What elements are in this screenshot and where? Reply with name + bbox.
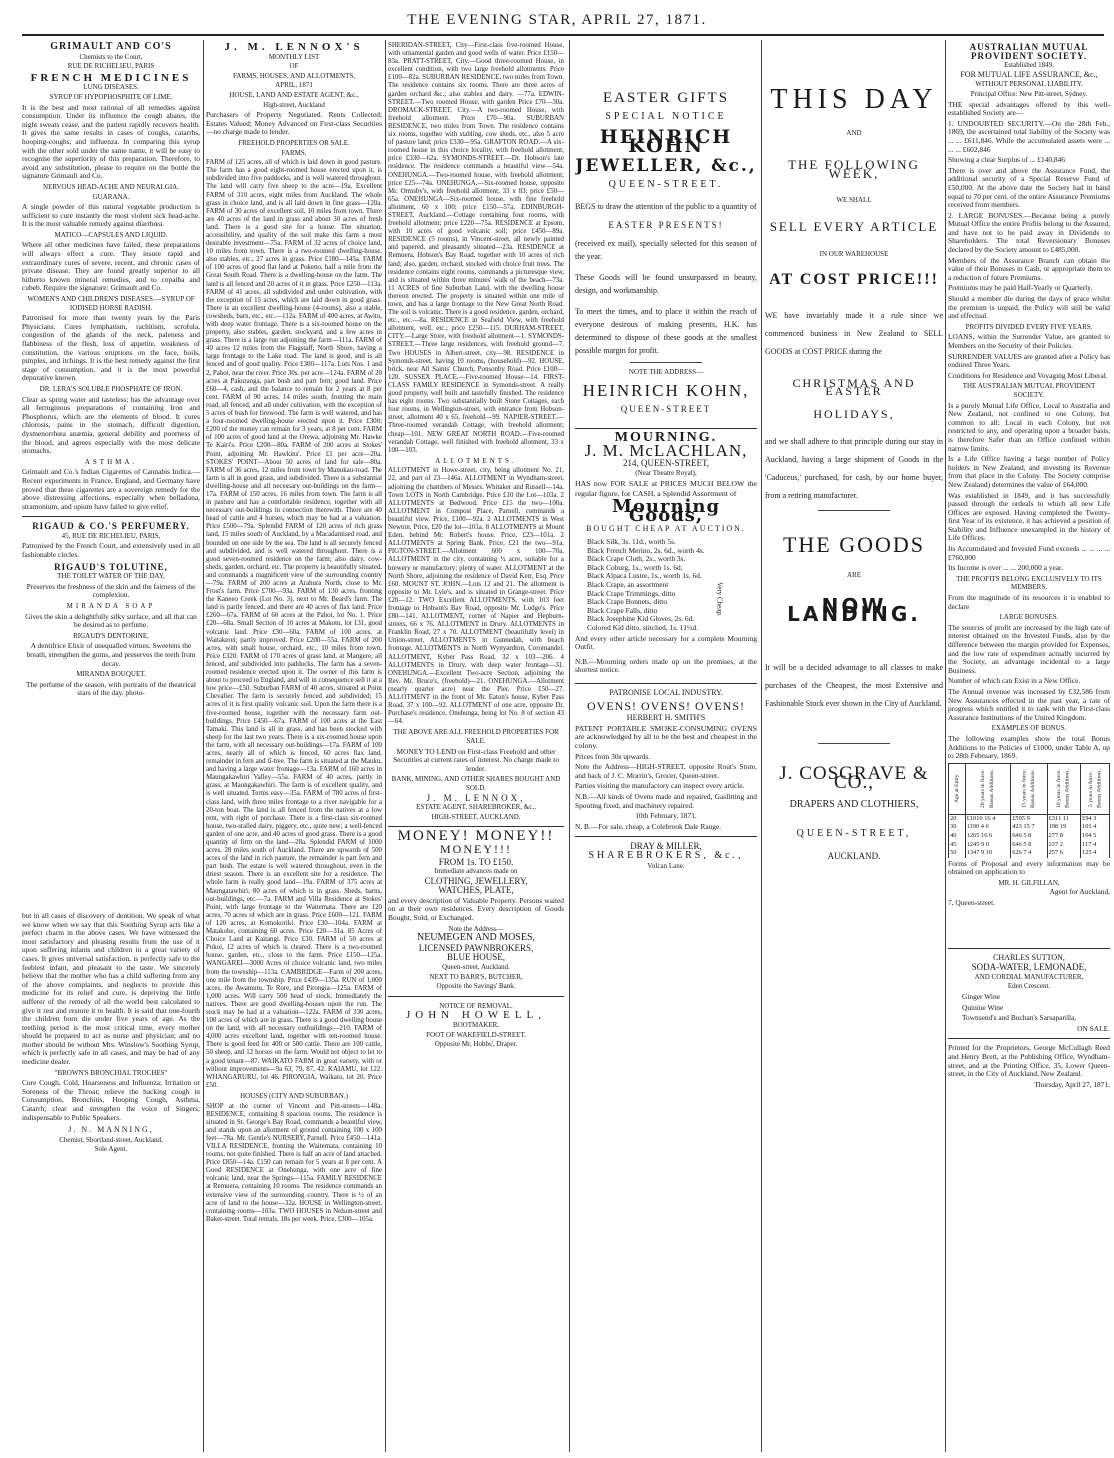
column-divider: [945, 40, 946, 1452]
ginger-wine: Ginger Wine: [962, 992, 1000, 1002]
matico-text: Where all other medicines have failed, these preparations will always effect a cure. They insure rapid and extraordinary cures of severe, recent, and chronic cases of private disease. They are found greatly superior to all hitherto known mineral remedies, and to copaiba and cubeb. Require the signature: Grimault and Co.: [22, 240, 200, 293]
divider: [575, 683, 757, 684]
sell-every-article: SELL EVERY ARTICLE: [769, 218, 939, 234]
lennox-signature: J. M. LENNOX,: [426, 792, 526, 803]
column-5: [765, 40, 943, 1450]
principal-office: Principal Office: New Pitt-street, Sydney.: [970, 89, 1088, 98]
drapers: DRAPERS AND CLOTHIERS,: [789, 799, 919, 811]
large-bonuses: 2. LARGE BONUSES.—Because being a purely Mutual Office the entire Profits belong to the Assured, and have not to be paid away in Dividends to Shareholders. The total Reversionary Bonuses declared by the Society amount to £485,000.: [948, 210, 1110, 255]
holidays: HOLIDAYS,: [813, 406, 895, 421]
farms-heading: FARMS.: [281, 148, 307, 157]
table-cell: 50: [949, 849, 966, 858]
table-cell: 257 6: [1047, 849, 1080, 858]
on-sale: ON SALE.: [1077, 1023, 1110, 1033]
removal-heading: NOTICE OF REMOVAL.: [439, 1001, 513, 1010]
mclachlan: J. M. McLACHLAN,: [584, 440, 748, 460]
table-cell: 101 4: [1081, 823, 1110, 832]
table-cell: £595 9: [1011, 814, 1047, 823]
mourning-items: [587, 538, 757, 633]
table-cell: 626 7 4: [1011, 849, 1047, 858]
blue-house: BLUE HOUSE,: [447, 952, 505, 963]
table-cell: £94 3: [1081, 814, 1110, 823]
soda-water: SODA-WATER, LEMONADE,: [971, 962, 1087, 973]
bought-cheap: BOUGHT CHEAP AT AUCTION.: [586, 523, 746, 533]
warehouse: IN OUR WAREHOUSE: [819, 249, 889, 258]
mclachlan-near: (Near Theatre Royal),: [635, 468, 697, 477]
queen-auckland: Queen-street, Auckland.: [442, 963, 510, 972]
table-cell: 117 4: [1081, 841, 1110, 850]
rigaud-address: 45, RUE DE RICHELIEU, PARIS,: [61, 531, 161, 540]
manning-name: J. N. MANNING,: [68, 1125, 154, 1135]
syrup-text: It is the best and most rational of all remedies against consumption. Under its influence the cough abates, the night sweats cease, and the patient rapidly recovers health. It gives the same results in cases of coughs, catarrhs, hooping-coughs, and influenza. In comparing this syrup with the other sold under the same name, it will be easy to recognise the superiority of this preparation. Therefore, to avoid any substitution, please to require on the bottle the signature Grimault and Co.: [22, 102, 200, 181]
table-cell: 277 8: [1047, 832, 1080, 841]
manning-address: Chemist, Shortland-street, Auckland,: [59, 1135, 163, 1144]
nb-range: N. B.—For sale, cheap, a Colebrook Dale Range.: [575, 821, 722, 831]
table-cell: 1265 16 6: [965, 832, 1011, 841]
guarana-text: A single powder of this natural vegetable production is sufficient to cure instantly the most violent sick head-ache. It is the most valuable remedy against diarrhœa.: [22, 202, 200, 229]
masthead-rule: [22, 34, 1104, 36]
matico-heading: MATICO—CAPSULES AND LIQUID.: [54, 230, 168, 239]
table-header-cell: 20 years in force. Bonus Additions.: [965, 763, 1011, 814]
very-cheap-bracket: Very Cheap.: [715, 582, 724, 617]
opposite-hobbs: Opposite Mr. Hobbs', Draper.: [434, 1040, 518, 1049]
established: Established 1849.: [1004, 61, 1054, 70]
mclachlan-address: 214, QUEEN-STREET,: [622, 458, 710, 469]
list-item: Colored Kid ditto, stitched, 1s. 11½d.: [587, 623, 698, 633]
neumegen: NEUMEGEN AND MOSES,: [416, 932, 536, 944]
this-day: THIS DAY: [770, 84, 938, 115]
lera-heading: DR. LERA'S SOLUBLE PHOSPHATE OF IRON.: [39, 384, 183, 393]
table-row: [949, 814, 1110, 823]
easter-gifts: EASTER GIFTS: [602, 90, 730, 106]
divider: [630, 362, 703, 363]
auckland: AUCKLAND.: [827, 851, 881, 862]
table-cell: £311 11: [1047, 814, 1080, 823]
table-row: [949, 841, 1110, 850]
money-sub: MONEY!!!: [440, 841, 512, 856]
without-liability: WITHOUT PERSONAL LIABILITY.: [975, 80, 1083, 89]
easter-presents: EASTER PRESENTS!: [608, 219, 724, 230]
kohn-text1: BEGS to draw the attention of the public to a quantity of: [575, 201, 757, 211]
dentorine-heading: RIGAUD'S DENTORINE,: [73, 631, 149, 640]
tolutine-heading: RIGAUD'S TOLUTINE,: [54, 561, 168, 572]
grimault-address: RUE DE RICHELIEU, PARIS: [67, 62, 155, 71]
list-item: Black French Merino, 2s. 6d., worth 4s.: [587, 545, 705, 555]
bonus-table: [948, 763, 1110, 858]
howell: JOHN HOWELL,: [405, 1009, 547, 1022]
french-medicines-heading: FRENCH MEDICINES: [30, 71, 192, 84]
surrender: SURRENDER VALUES are granted after a Policy has endured Three Years.: [948, 351, 1110, 370]
annual: The Annual revenue was increased by £32,586 from New Assurances effected in the past year, a rate of progress which entitled it to rank with the First-class Assurance Institutions of the United Kingdom.: [948, 686, 1110, 722]
table-cell: 198 19: [1047, 823, 1080, 832]
the-goods: THE GOODS: [782, 531, 926, 557]
table-cell: 646 5 8: [1011, 832, 1047, 841]
amp-text1: THE special advantages offered by this well-established Society are—: [948, 99, 1110, 118]
lennox-name: J. M. LENNOX'S: [224, 41, 364, 53]
divider: [575, 836, 757, 837]
mourning-heading: MOURNING.: [614, 429, 718, 445]
street: High-street, Auckland: [263, 100, 325, 109]
asthma-heading: ASTHMA.: [84, 457, 138, 466]
are: ARE: [847, 571, 861, 580]
column-3: [388, 40, 564, 1450]
magnitude: From the magnitude of its resources it is enabled to declare: [948, 593, 1110, 611]
table-header-cell: Age at Entry.: [949, 763, 966, 814]
lera-text: Clear as spring water and tasteless; has the advantage over all ferruginous preparations of containing Iron and Phosphorus, which are the elements of blood. It cures chlorosis, pains in the stomach, difficult digestion, dysmenorrhœa anæmia, general debility and poorness of the blood, and agrees especially with the most delicate stomachs.: [22, 394, 200, 456]
amp-text3: Members of the Assurance Branch can obtain the value of their Bonuses in Cash, or appropriate them to a reduction of future Premiums.: [948, 255, 1110, 282]
sources: The sources of profit are increased by the high rate of interest obtained on the Invested Funds, also by the difference between the margin provided for Expenses, and the low rate of expenditure actually incurred by the Society, an advantage incidental to a large Business.: [948, 622, 1110, 675]
divider: [948, 1038, 1110, 1039]
clothing: CLOTHING, JEWELLERY,: [424, 875, 528, 886]
divider: [818, 510, 889, 511]
text1: WE have invariably made it a rule since we commenced business in New Zealand to SELL GOODS at COST PRICE during the: [765, 310, 943, 356]
valuable: and every description of Valuable Property. Persons waited on at their own residences. Every description of Goods Bought, Sold, or Exchanged.: [388, 895, 564, 923]
patent: PATENT PORTABLE SMOKE-CONSUMING OVENS are acknowledged by all to be the best and cheapest in the colony.: [575, 723, 757, 750]
freehold-heading: FREEHOLD PROPERTIES OR SALE.: [238, 138, 350, 147]
grimault-title: GRIMAULT AND CO'S: [50, 41, 172, 52]
nervous-heading: NERVOUS HEAD-ACHE AND NEURALGIA.: [43, 182, 179, 191]
smith-address: Note the Address—HIGH-STREET, opposite Rout's Store, and back of J. C. Morrin's, Grocer, Queen-street.: [575, 762, 757, 780]
income: Its Income is over ... ... 200,000 a year.: [948, 563, 1063, 573]
list-item: Black Crape Cloth, 2s., worth 3s.: [587, 554, 686, 564]
houses-list: SHERIDAN-STREET, City—First-class five-roomed House, with ornamental garden and good wells of water. Price £150—83a. PRATT-STREET, City.—Good three-roomed House, in excellent condition, with two large freehold allotments. Price £100—82a. SUBURBAN RESIDENCE, two miles from Town. The residence contains six rooms. There are three acres of garden orchard &c.; also stables and dairy. —77a. EDWIN-STREET.—Two roomed House, with garden Price £70—30a. DROMACK-STREET, City.—A two-roomed House, with freehold allotment. Price £70—90a. SUBURBAN RESIDENCE, two miles from Town. The residence contains six rooms, together with stabling, cow sheds, etc., also 5 acre of pasture land; price £330—95a. GRAFTON ROAD.—A six-roomed house in this choice locality, with freehold allotment; price £330—62a. SYMONDS-STREET.—Dr. Hobson's late residence. The residence commands a beautiful view—54a. ONEHUNGA.—Two-roomed house, with freehold allotment; price £25—74a. ONEHUNGA.—Six-roomed house, opposite Mr. Ormsby's, with freehold allotment, 33 x 83; price £50—65a. ONEHUNGA—Six-roomed house, with fine freehold allotment, 60 x 100; price £150—57a. EDINBURGH-STREET, Auckland.—Cottage containing four rooms, with freehold allotment; price £220—75a. RESIDENCE at Epsom, with 10 acres of good volcanic soil; price £450—89a. RESIDENCE (5 rooms), in Vincent-street, all newly painted and papered, and pleasantly situated—23a. RESIDENCE at Remuera, Hobson's Bay Road, together with 10 acres of rich land; also, garden, orchard, stocked with choice fruit trees. The residence contains eight rooms, commands a picturesque view, and is situated within three minutes' walk of the beach—73a. 11 ACRES of fine Suburban Land, with the dwelling house thereon erected. The property is situated within one mile of town, and has a large frontage to the New Great North Road. The soil is volcanic. There is a good residence, garden, orchard, etc., etc.—8a. RESIDENCE in Seafield View, with freehold allotment, well, etc.; price £250—115. DURHAM-STREET, CITY.—Large Store, with freehold allotment—1. SYMONDS-STREET.—Three large residences, with freehold ground—7. Two HOUSES in Albert-street, city—98. RESIDENCE in Symonds-street, having 10 rooms, (household)—92. HOUSE, brick, near All Saints' Church, Ponsonby Road. Price £100—120. SUSSEX PLACE.—Five-roomed House—14. FIRST-CLASS FAMILY RESIDENCE in Symonds-street. A really good property, well built and tastefully finished. The residence has eight rooms. Two substantially built Stone Cottages, each four rooms, in Wellington-street, with entrance from Hobson-street, allotment 40 x 65, freehold—99. NAPIER-STREET.—Three-roomed verandah Cottage, with freehold allotment; cheap—101. NEW GREAT NORTH ROAD.—Five-roomed verandah Cottage, well finished with freehold allotment, 33 x 100—103.: [388, 42, 564, 454]
faded-region: [22, 700, 200, 910]
table-cell: 20: [949, 814, 966, 823]
money-range: FROM 1s. TO £150.: [438, 856, 514, 867]
table-cell: 1245 9 0: [965, 841, 1011, 850]
mourning-goods: Mourning Goods,: [611, 496, 721, 526]
kohn-text2: (received ex mail), specially selected for this season of the year.: [575, 239, 757, 262]
nb-mourning: N.B.—Mourning orders made up on the premises, at the shortest notice.: [575, 656, 757, 675]
special-notice: SPECIAL NOTICE: [605, 110, 727, 122]
women-heading: WOMEN'S AND CHILDREN'S DISEASES.—SYRUP OF IODISED HORSE RADISH.: [27, 295, 195, 312]
now-landing: NOW LANDING.: [787, 593, 921, 627]
text3: It will be a decided advantage to all classes to make purchases of the Cheapest, the most Extensive and Fashionable Stock ever shown in the City of Auckland.: [765, 662, 943, 708]
table-cell: 423 15 7: [1011, 823, 1047, 832]
brown-text: Cure Cough, Cold, Hoarseness and Influenza; Irritation or Soreness of the Throat; relieve the hacking cough in Consumption, Bronchitis, Hooping Cough, Asthma, Catarrh; clear and strengthen the voice of Singers; indispensable to Public Speakers.: [22, 1078, 200, 1122]
profits-heading: PROFITS DIVIDED EVERY FIVE YEARS.: [965, 322, 1093, 331]
masthead: [0, 0, 1114, 36]
tolutine-text: Preserves the freshness of the skin and the fairness of the complexion.: [26, 581, 196, 600]
amp-text8: Was established in 1849, and it has successfully passed through the ordeals to which all new Life Offices are exposed. Having completed the Twenty-first Year of its existence, it has achieved a position of Stability and Influence unexampled in the history of Life Offices.: [948, 490, 1110, 543]
asthma-text: Grimault and Co.'s Indian Cigarettes of Cannabis Indica.—Recent experiments in France, England, and Germany have proved that these cigarettes are a sovereign remedy for the above distressing affections, especially when belladona, stramonium, and opium have failed to give relief.: [22, 467, 200, 511]
monthly-list: MONTHLY LIST: [268, 52, 320, 61]
syrup-heading: SYRUP OF HYPOPHOSPHITE OF LIME.: [49, 92, 173, 101]
women-text: Patronised for more than twenty years by the Paris Physicians. Cures lymphatism, rachitism, scrofula, congestion of the glands of the neck, paleness and flabbiness of the flesh, loss of appetite, weakness of constitution, the various eruptions on the face, boils, pimples, and itchings. It is the best remedy against the first stage of consumption, and it is the most powerful depurative known.: [22, 313, 200, 383]
undoubted-security: 1. UNDOUBTED SECURITY.—On the 28th Feb., 1869, the ascertained total liability of the Society was ... ... £611,846. While the accumulated assets were ... ... ... £602,846: [948, 118, 1110, 154]
prices: Prices from 30s upwards.: [575, 751, 651, 761]
agent-name: MR. H. GILFILLAN,: [998, 878, 1060, 887]
list-item: Black Silk, 3s. 11d., worth 5s.: [587, 537, 676, 547]
large-bonuses-heading: LARGE BONUSES.: [999, 613, 1059, 622]
table-row: [949, 832, 1110, 841]
grimault-sub: Chemists to the Court,: [79, 52, 143, 61]
cosgrave: J. COSGRAVE & CO.,: [779, 762, 929, 793]
divider: [388, 826, 564, 827]
conditions: Conditions for Residence and Voyaging Most Liberal.: [948, 370, 1108, 380]
heinrich-kohn: HEINRICH KOHN: [599, 126, 733, 157]
heinrich-kohn-2: HEINRICH KOHN,: [582, 380, 750, 400]
manning-role: Sole Agent.: [94, 1145, 128, 1154]
profits-belong: THE PROFITS BELONG EXCLUSIVELY TO ITS MEMBERS.: [956, 574, 1102, 592]
brown-heading: "BROWN'S BRONCHIAL TROCHES": [54, 1068, 168, 1077]
money-note: MONEY TO LEND on First-class Freehold and other Securities at current rates of interest. No charge made to lender.: [392, 746, 560, 773]
table-cell: 45: [949, 841, 966, 850]
parties: Parties visiting the manufactory can inspect every article.: [575, 781, 745, 791]
amp-title: AUSTRALIAN MUTUAL PROVIDENT SOCIETY.: [969, 42, 1089, 61]
queen-street-2: QUEEN-STREET: [620, 404, 712, 415]
allotments-list: ALLOTMENT in Howe-street, city, being allotment No. 21, 22, and part of 23—146a. ALLOTMENT in Wyndham-street, adjoining the chambers of Messrs. Whitaker and Russell—14a. Town LOTS in North Cambridge. Price £10 the Lot—103a. 2 ALLOTMENTS at Bedwood. Price £15 the two—100a. ALLOTMENT in Compost Place, Parnell, commands a beautiful view. Price, £100—92a. 2 ALLOTMENTS in West Newton. Price, £20 the lot—101a. 8 ALLOTMENTS at Mount Eden, behind Mr. Robert's house. Price, £23—101a. 2 ALLOTMENTS at Spring Bank. Price, £21 the two—91a. PIGTON-STREET.—Allotment 600 x 100—70a. ALLOTMENT in the city, containing ½ acre, suitable for a brewery or manufactory; plenty of water. ALLOTMENT at the North Shore, adjoining the residence of David Kerr, Esq. Price £60. MOUNT ST. JOHN.—Lots 12 and 21. The allotment is opposite to Mr. Lyle's, and is situated in Grange-street. Price £20—12. TWO Excellent ALLOTMENTS, with 103 feet frontage to Hobson's Bay Road, opposite Mr. Lodge's. Price £80—141. ALLOTMENT, corner of Napier and Hepburn-streets, 66 x 76. ALLOTMENT in Drury. ALLOTMENTS in Franklin Road, 27 x 70. ALLOTMENT (beautifully level) in Union-street. ALLOTMENTS in Gunnedah, with beach frontage. ALLOTMENTS in North Wynyardton, Coromandel. ALLOTMENT, Kyber Pass Road, 32 x 103—206. 4 ALLOTMENTS in Drury, with deep water frontage—31. ONEHUNGA.—Excellent Two-acre Section, adjoining the Rev. Mr. Bruce's, (freehold)—21. ONEHUNGA.—Allotment (nearly quarter acre) near the Pier. Price £50—27. ALLOTMENT in the front of Mr. Eaton's house, Kyber Pass Road, 37 x 100—92. ALLOTMENT of one acre, opposite Dr. Purchase's residence, Onehunga, being lot No. 8 of section 43—64.: [388, 467, 564, 726]
table-header-cell: 15 years in force. Bonus Additions.: [1011, 763, 1047, 814]
jeweller: JEWELLER, &c.,: [575, 156, 757, 177]
queen-street: QUEEN-STREET,: [796, 827, 912, 839]
amp-heading-2: THE AUSTRALIAN MUTUAL PROVIDENT SOCIETY.: [962, 382, 1096, 399]
column-2: [206, 40, 382, 1450]
table-cell: 104 5: [1081, 832, 1110, 841]
guarana-heading: GUARANA.: [92, 192, 130, 201]
list-item: Black Alpaca Lustre, 1s., worth 1s. 6d.: [587, 571, 702, 581]
patronise: PATRONISE LOCAL INDUSTRY.: [609, 688, 723, 697]
christmas-easter: CHRISTMAS AND EASTER: [792, 375, 916, 399]
accumulated: Its Accumulated and Invested Fund exceeds ... ... ... ... £760,000: [948, 544, 1110, 562]
watches: WATCHES, PLATE,: [438, 885, 514, 896]
bank-note: BANK, MINING, AND OTHER SHARES BOUGHT AND SOLD.: [391, 775, 561, 792]
cordial: AND CORDIAL MANUFACTURER,: [974, 972, 1084, 981]
quinine-wine: Quinine Wine: [962, 1002, 1004, 1012]
amp-text4: Premiums may be paid Half-Yearly or Quarterly.: [948, 283, 1093, 293]
list-items: FARMS, HOUSES, AND ALLOTMENTS,: [233, 71, 355, 80]
agent: HOUSE, LAND AND ESTATE AGENT, &c.,: [229, 90, 359, 99]
column-1: [22, 40, 200, 1450]
vulcan-lane: Vulcan Lane.: [647, 861, 685, 870]
list-item: Black Crape Bonnets, ditto: [587, 597, 668, 607]
amp-text7: Is a Life Office having a large number of Policy holders in New Zealand, and investing its Revenue from that place in the Colony. The Society comprise New Zealand) determines the value of £64,000.: [948, 454, 1110, 489]
miranda-heading: MIRANDA SOAP: [66, 602, 156, 611]
ovens-date: 10th February, 1871.: [635, 811, 697, 821]
for-mutual: FOR MUTUAL LIFE ASSURANCE, &c.,: [960, 69, 1098, 79]
thursday-date: Thursday, April 27, 1871.: [1034, 1079, 1110, 1089]
divider: [818, 743, 889, 744]
divider: [575, 428, 757, 429]
money-heading: MONEY! MONEY!!: [397, 828, 555, 845]
sutton: CHARLES SUTTON,: [993, 952, 1065, 962]
nb-ovens: N.B.—All kinds of Ovens made and repaired, Gasfitting and Spouting fixed, and machinery repaired.: [575, 791, 757, 810]
table-cell: 646 5 8: [1011, 841, 1047, 850]
list-item: Black Coburg, 1s., worth 1s. 6d.: [587, 562, 683, 572]
number: Number of which can Exist in a New Office.: [948, 676, 1081, 686]
dray-miller: DRAY & MILLER,: [630, 841, 702, 852]
address-note: Note the Address—: [448, 924, 504, 933]
kohn-text3: These Goods will be found unsurpassed in beauty, design, and workmanship.: [575, 273, 757, 296]
kohn-text4: To meet the times, and to place it within the reach of everyone desirous of making presents, H.K. has determined to dispose of these goods at the smallest possible margin for profit.: [575, 307, 757, 356]
column-6: [948, 40, 1110, 1450]
table-cell: £1010 16 4: [965, 814, 1011, 823]
rigaud-heading: RIGAUD & CO.'S PERFUMERY.: [32, 521, 190, 532]
amp-text5: Should a member die during the days of grace whilst the premium is unpaid, the Policy will still be valid and effectual.: [948, 294, 1110, 321]
townsend: Townsend's and Buchan's Sarsaparilla,: [962, 1013, 1077, 1023]
mclachlan-text: HAS now FOR SALE at PRICES MUCH BELOW the regular figure, for CASH, a Splendid Assortment of: [575, 479, 757, 499]
list-item: Black Josephine Kid Gloves, 2s. 6d.: [587, 614, 695, 624]
houses-heading: HOUSES (CITY AND SUBURBAN.): [240, 1091, 348, 1100]
table-header-cell: 10 years in force. Bonus Additions.: [1047, 763, 1080, 814]
table-cell: 1190 4 6: [965, 823, 1011, 832]
examples-text: The following examples show the total Bonus Additions to the Policies of £1000, under Table A, up to 28th February, 1869.: [948, 733, 1110, 761]
pawnbrokers: LICENSED PAWNBROKERS,: [418, 942, 534, 953]
table-cell: 125 4: [1081, 849, 1110, 858]
table-header-cell: 5 years in force. Bonus Additions.: [1081, 763, 1110, 814]
advances: Immediate advances made on: [434, 867, 518, 876]
table-row: [949, 823, 1110, 832]
eden-crescent: Eden Crescent.: [1007, 982, 1051, 991]
and: AND: [846, 128, 862, 137]
table-cell: 40: [949, 832, 966, 841]
column-divider: [203, 40, 204, 1452]
every-other: And every other article necessary for a complete Mourning Outfit.: [575, 633, 757, 652]
ovens: OVENS! OVENS! OVENS!: [587, 698, 745, 713]
dentorine-text: A dentifrice Elixir of unequalled virtues. Sweetens the breath, strengthen the gums, and preserves the teeth from decay.: [26, 641, 196, 668]
forms: Forms of Proposal and every information may be obtained on application to: [948, 858, 1110, 877]
agent-address: 7, Queen-street.: [948, 898, 995, 908]
queen-street: QUEEN-STREET.: [608, 178, 724, 190]
loans: LOANS, within the Surrender Value, are granted to Members on the Security of their Policies.: [948, 332, 1110, 350]
amp-text2: There is over and above the Assurance Fund, the additional security of a Special Reserve Fund of £50,000. At the above date the Society had in hand equal to 70 per cent. of the entire Assurance Premiums received from members.: [948, 165, 1110, 210]
table-cell: 1347 9 10: [965, 849, 1011, 858]
bootmaker: BOOTMAKER,: [452, 1021, 500, 1029]
divider: [388, 996, 564, 997]
farms-text: FARM of 125 acres, all of which is laid down in good pasture. The farm has a good eight-roomed house erected upon it, is subdivided into five paddocks, and is well watered throughout. The land will carry five sheep to the acre—19a. Excellent FARM of 310 acres, eight miles from Auckland. The whole grass in choice land, and is all laid down in fine grass—120a. FARM of 30 acres of excellent soil, 10 miles from town. There are 40 acres of the land in grass and about 30 acres of fresh land. There is a good site for a house. The situation, accessibility, and quality of the soil make this farm a most desirable investment—75a. FARM of 32 acres of choice land, 10 miles from town. There is a two-roomed dwelling-house, also stables, etc., 27 acres in grass. Price £180—145a. FARM of 100 acres of good flat land at Pokeno, half a mile from the Great South Road. There is a dwelling-house on the farm. The land is all fenced and 20 acres of it in grass. Price £250—113a. FARM of 41 acres, all subdivided and under cultivation, with the exception of 15 acres, which are laid down in good grass. There is an excellent dwelling-house (4-rooms), also a stable, cowsheds, barn, etc., etc.—112a. FARM of 400 acres, at Awitu, with deep water frontage. There is a six-roomed house on the property, also stables, garden, stockyard, and a few acres in grass. There is a large run adjoining the farm—111a. FARM of 40 acres 12 miles from the Flagstaff, North Shore, having a large frontage to the Lake road. The land is good, and is all fenced and of good quality. Price £300—117a. Lots Nos. 1 and 2, Pahoi, near the river. Price 30s. per acre—124a. FARM of 20 acres at Pakuranga, part bush and part fern; good land. Price £60—4, cash, and the balance to remain for 2 years at 8 per cent. FARM of 90 acres, 14 miles south, fronting the main road, all fenced, and all under cultivation, with the exception of 5 acres of bush for firewood. The farm is well watered, and has a four-roomed dwelling-house erected upon it. Price £300; £200 of the money can remain for 3 years, at 8 per cent. FARM of 100 acres of good land at the Orewa, adjoining Mr. Hawke Te Kairi's. Price £200—80a. FARM of 200 acres at Stokes' Point, adjoining Mr. Hawkins'. Price £1 per acre—20a. STOKES' POINT—About 50 acres of land for sale—80a. FARM of 36 acres, 12 miles from town by Manukau-road. The farm is all in good grass, and subdivided. There is a substantial dwelling-house and all necessary out-buildings on the farm—17a. FARM of 150 acres, 16 miles from town. The farm is all in pasture and has a comfortable residence, together with all necessary out-buildings in connection therewith. There are 40 head of cattle and 4 horses, which may be had at a valuation. Price £500—79a. Splendid FARM of 120 acres of rich grass land, 15 miles south of Auckland, by a Macadamised road, and bounded on one side by the sea. The land is all securely fenced and subdivided, and is well watered throughout. There is a good seven-roomed residence on the farm; also dairy, cow-sheds, garden, orchard, etc. The property is beautifully situated, and commands a magnificent view of the surrounding country—79a. FARM of 200 acres at Arahura North, close to Mr. Frost's farm. Price £700—93a. FARM of 130 acres, fronting the Kaneeo Creek (Lot No. 3), next to Mr. Beard's farm. The land is partly fenced, and there are 40 acres of flax land. Price £260—67a. FARM of 60 acres at the Pahoi, lot No. 1. Price £20—68a. Small Section of 10 acres at Makotu, lot 131, good volcanic land. Price £30—60a. FARM of 100 acres, at Waitakerei; partly improved. Price £200—55a. FARM of 200 acres, with small house, orchard, etc., 10 miles from town. Price £320. FARM of 170 acres of grass land, at Mangere, all fenced, and subdivided into paddocks. The farm has a seven-roomed residence erected upon it. The owner of this farm is about to proceed to England, and will in consequence sell it at a low price—£50. Suburban FARM of 40 acres, situated at Point Chevalier. The farm is securely fenced and subdivided; 15 acres of it is first quality volcanic soil. Upon the farm there is a five-roomed house, together with the necessary farm out-buildings. Price £450—67a. FARM of 100 acres at the East Tamaki. This land is all in grass, and has been stocked with sheep for the last two years. There is a six-roomed house upon the farm, with all necessary out-buildings—17a. FARM of 100 acres, nearly all of which is fenced, 60 acres flax land, remainder in fern and tī-tree. The farm is situated at the Mauku, and having a large water frontage—13a. FARM of 160 acres in Maungakawhiri Valley—55a. FARM of 40 acres, partly in grass, at Maungakawhiri. The farm is of excellent quality, and is well situated. Terms easy—35a. FARM of 780 acres of first-class land, with three miles frontage to a river navigable for a 20-ton boat. The land is all fenced from the natives at a low rent, with right of purchase. There is a first-class six-roomed house, two-stalled dairy, piggery, etc., quite new; a well-fenced garden of one acre, and 40 acres of good grass. There is a good quantity of firm on the land—28a. Splendid FARM of 1000 acres, 28 miles south of Auckland. There are upwards of 500 acres of the land in rich pasture, the remainder is part fern and part bush. The estate is well watered throughout, even in the driest season. There is an excellent site for a residence. The whole farm is really good land—19a. FARM of 375 acres at Maungatawhiri, 80 acres of which is in grass. Sheds, barns, out-buildings, etc.—7a. FARM and Villa Residence at Stokes' Point, with large frontage to the Waitemata. There are 120 acres, 70 acres of which are in grass. Price £600—121. FARM of 120 acres, at Komokoriki. Price £30—104a. FARM at Matakohe, containing 60 acres. Price £20—31a. 85 Acres of Choice Land at Kaitangi. Price £30. FARM of 50 acres at Pukoi, 12 acres of which is cleared. There is a two-roomed house, garden, etc., close to the farm. Price £150—125a. WANGAREI—3000 Acres of choice volcanic land, two miles from the township—113a. CAMBRIDGE—Farm of 200 acres, one mile from the township. Price £439—135a. RUN of 1,000 acres, the Awamutu, Te Rore, and Pirongia—125a. FARM of 1,000 acres. Will carry 500 head of stock. Immediately the natives. There are good dwelling-houses upon the run. The stock may be had at a valuation—122a. FARM of 330 acres, 100 acres of which are in grass. There is a good dwelling house on the land, with all necessary outbuildings—210. FARM of 4,000 acres excellent land, together with ten-roomed house. There is good feed for 400 or 500 cattle. There are 100 cattle, 50 sheep, and 12 horses on the farm. Would not object to let to a good tenant—87. WAIKATO FARM in great variety, with or without improvements—9a 63, 79, 87, 42. KAIAMU, lot 122. WHANGARURU, lot 46. PIRONGIA, Waikato, lot 20. Price £50.: [206, 159, 382, 1089]
winslow-text: but in all cases of discovery of dentition. We speak of what we know when we say that this Soothing Syrup acts like a perfect charm in the above cases. We have witnessed the most satisfactory and pleasing results from the use of it upon suffering infants and children in a great variety of cases. It gives universal satisfaction, is perfectly safe to the feeblest infant, and pleasant to the taste. We sincerely believe that the mother who has a child suffering from any of the above complaints, and neglects to provide this medicine for its relief and cure, is depriving the little sufferer of the remedy of all the world best calculated to give it rest and restore it to health. It is said that one-fourth the children born die under five years of age. As the teething period is the most critical time, every mother should be prepared to act as nurse and physician; and no mother should be without Mrs. Winslow's Soothing Syrup, which is perfectly safe in all cases, and may be had of any medicine dealer.: [22, 910, 200, 1067]
divider: [22, 516, 200, 517]
table-row: [949, 849, 1110, 858]
next-to: NEXT TO BARR'S, BUTCHER,: [429, 972, 523, 981]
we-shall: WE SHALL: [836, 196, 872, 205]
text2: and we shall adhere to that principle during our stay in Auckland, having a large shipment of Goods in the 'Caduceus,' purchased, for cash, by our home buyer, from a retiring manufacturer.: [765, 436, 943, 500]
amp-text6: Is a purely Mutual Life Office, Local to Australia and New Zealand, not confined to one Colony, but common to all; Local in each Colony, but not restricted to any, and operating upon a broader basis, is therefore Safer than an Office confined within narrow limits.: [948, 400, 1110, 453]
list-item: Black Crape Trimmings, ditto: [587, 588, 676, 598]
list-item: Black Crape, an assortment: [587, 580, 669, 590]
sharebrokers: SHAREBROKERS, &c.,: [588, 849, 744, 861]
agent-role: Agent for Auckland,: [1049, 887, 1110, 897]
divider: [948, 948, 1110, 949]
rigaud-text: Patronised by the French Court, and extensively used in all fashionable circles.: [22, 541, 200, 560]
miranda-text: Gives the skin a delightfully silky surface, and all that can be desired as to perfume.: [25, 611, 197, 630]
table-cell: 30: [949, 823, 966, 832]
tolutine-sub: THE TOILET WATER OF THE DAY,: [57, 572, 165, 581]
intro: Purchasers of Property Negotiated. Rents Collected; Estates Valued; Money Advanced on First-class Securities—no charge made to lender.: [206, 110, 382, 137]
smith: HERBERT H. SMITH'S: [626, 713, 706, 723]
foot: FOOT OF WAKEFIELD-STREET.: [426, 1030, 526, 1039]
examples-heading: EXAMPLES OF BONUS.: [991, 724, 1067, 733]
column-divider: [761, 40, 762, 1452]
surplus: Showing a clear Surplus of ... £140,846: [948, 155, 1066, 165]
month: APRIL, 1871: [275, 81, 313, 90]
column-divider: [385, 40, 386, 1452]
column-divider: [569, 40, 570, 1452]
bouquet-heading: MIRANDA BOUQUET.: [76, 670, 146, 679]
column-4: [575, 40, 757, 1450]
list-item: Black Crape Falls, ditto: [587, 605, 658, 615]
following-week: THE FOLLOWING WEEK,: [788, 157, 920, 181]
at-cost-price: AT COST PRICE!!!: [769, 271, 939, 289]
opposite-savings: Opposite the Savings' Bank.: [436, 982, 516, 991]
note-address: NOTE THE ADDRESS—: [628, 368, 704, 377]
table-header-row: [949, 763, 1110, 814]
houses-text: SHOP at the corner of Vincent and Pitt-streets—148a. RESIDENCE, containing 8 spacious rooms. The residence is situated in St. George's Bay Road, commands a beautiful view, and stands upon an allotment of ground containing 100 x 100 feet—78a. Mr. Gentle's NURSERY, Parnell. Price £450—141a. VILLA RESIDENCE, fronting the Waitemata, containing 10 rooms, not quite finished. There is half an acre of land attached. Price £850—14a. £150 can remain for 5 years at 8 per cent. A Good RESIDENCE at Onehunga, with one acre of fine volcanic land, near the Springs—115a. FAMILY RESIDENCE at Remuera, containing 10 rooms. The residence commands an extensive view of the surrounding country. There is ½ of an acre of land to the house—32a. HOUSE in Wellington-street, containing rooms—103a. TWO HOUSES in Nelson-street and Baker-street. Total rentals, 18s per week. Price, £300—105a.: [206, 1102, 382, 1223]
table-cell: 237 2: [1047, 841, 1080, 850]
lennox-role: ESTATE AGENT, SHAREBROKER, &c.,: [416, 803, 536, 812]
bouquet-text: The perfume of the season, with portraits of the theatrical stars of the day. photo-: [26, 679, 196, 698]
lennox-address: HIGH-STREET, AUCKLAND.: [431, 812, 521, 821]
printed-for: Printed for the Proprietors, George McCullagh Reed and Henry Brett, at the Publishing Office, Wyndham-street, and at the Printing Office, 35, Lower Queen-street, in the City of Auckland, New Zealand.: [948, 1043, 1110, 1079]
newspaper-title: THE EVENING STAR, APRIL 27, 1871.: [407, 12, 707, 28]
allotments-heading: ALLOTMENTS.: [435, 456, 517, 465]
freehold-note: THE ABOVE ARE ALL FREEHOLD PROPERTIES FOR SALE.: [393, 728, 559, 745]
list-of: OF: [289, 62, 299, 71]
lung-diseases-heading: LUNG DISEASES.: [83, 83, 139, 92]
